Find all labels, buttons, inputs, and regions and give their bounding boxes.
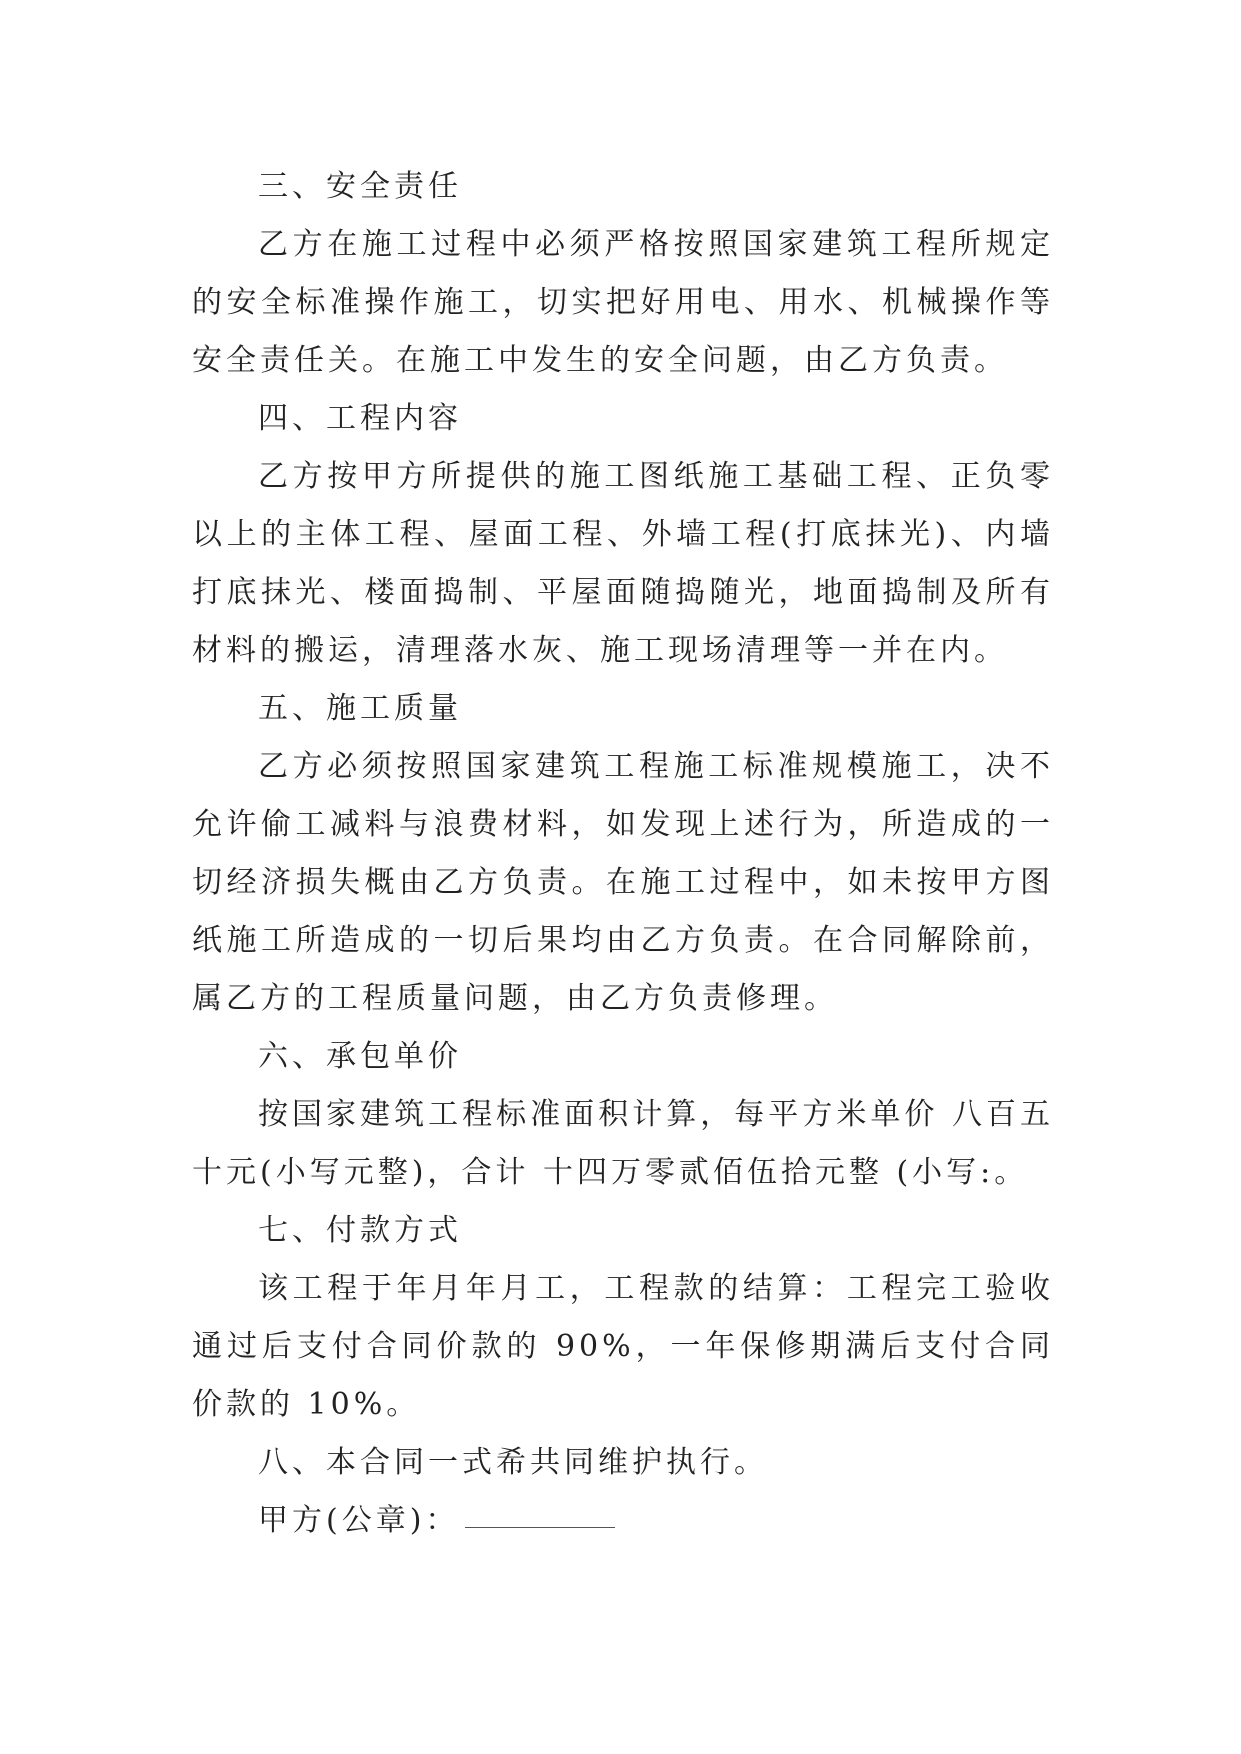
section-body-payment: 该工程于年月年月工，工程款的结算：工程完工验收通过后支付合同价款的 90%，一年保修期满后支付合同价款的 10%。 [192, 1271, 1054, 1422]
signature-label: 甲方(公章)： [258, 1503, 460, 1538]
section-heading-payment: 七、付款方式 [258, 1213, 462, 1248]
contract-text [192, 158, 1054, 1550]
section-heading-scope: 四、工程内容 [258, 401, 462, 436]
section-body-quality: 乙方必须按照国家建筑工程施工标准规模施工，决不允许偷工减料与浪费材料，如发现上述行为，所造成的一切经济损失概由乙方负责。在施工过程中，如未按甲方图纸施工所造成的一切后果均由乙方负责。在合同解除前，属乙方的工程质量问题，由乙方负责修理。 [192, 749, 1054, 1016]
section-body-scope: 乙方按甲方所提供的施工图纸施工基础工程、正负零以上的主体工程、屋面工程、外墙工程(打底抹光)、内墙打底抹光、楼面捣制、平屋面随捣随光，地面捣制及所有材料的搬运，清理落水灰、施工现场清理等一并在内。 [192, 459, 1054, 668]
signature-party-a [192, 1492, 1054, 1550]
closing-clause: 八、本合同一式希共同维护执行。 [258, 1445, 768, 1480]
section-heading-quality: 五、施工质量 [258, 691, 462, 726]
section-body-safety: 乙方在施工过程中必须严格按照国家建筑工程所规定的安全标准操作施工，切实把好用电、用水、机械操作等安全责任关。在施工中发生的安全问题，由乙方负责。 [192, 227, 1054, 378]
signature-blank-line [465, 1521, 615, 1528]
section-heading-safety: 三、安全责任 [258, 169, 462, 204]
section-heading-unit-price: 六、承包单价 [258, 1039, 462, 1074]
section-body-unit-price: 按国家建筑工程标准面积计算，每平方米单价 八百五十元(小写元整)，合计 十四万零贰佰伍拾元整 (小写:。 [192, 1097, 1054, 1190]
